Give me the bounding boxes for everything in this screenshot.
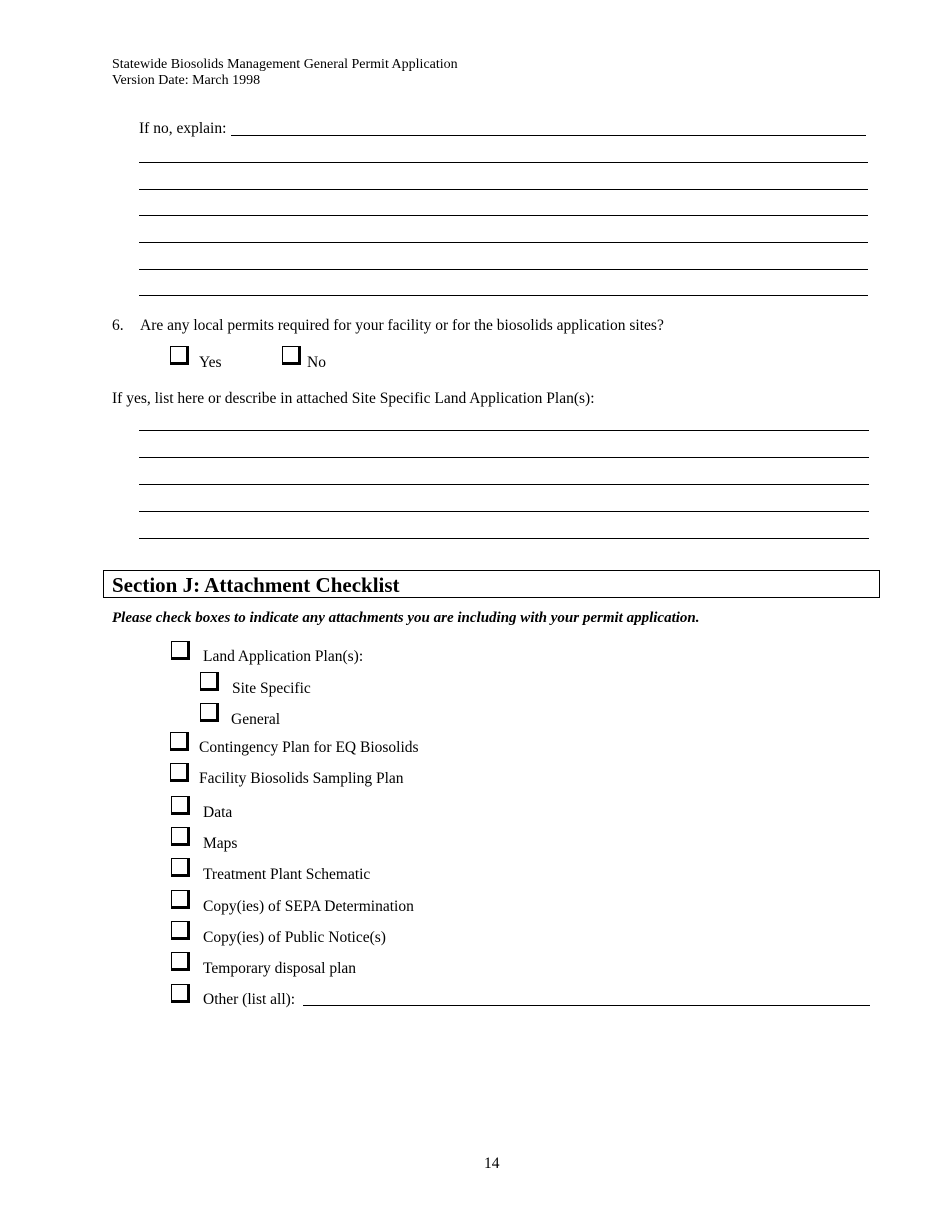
other-label: Other (list all): <box>203 991 296 1008</box>
permits-followup: If yes, list here or describe in attached Site Specific Land Application Plan(s): <box>112 390 595 407</box>
sepa-checkbox[interactable] <box>171 890 190 909</box>
land-application-checkbox[interactable] <box>171 641 190 660</box>
yes-checkbox[interactable] <box>170 346 189 365</box>
explain-label: If no, explain: <box>139 120 227 137</box>
contingency-checkbox[interactable] <box>170 732 189 751</box>
contingency-label: Contingency Plan for EQ Biosolids <box>199 739 419 756</box>
permits-line-5[interactable] <box>139 538 869 539</box>
data-label: Data <box>203 804 233 821</box>
site-specific-checkbox[interactable] <box>200 672 219 691</box>
explain-line-3[interactable] <box>139 189 868 190</box>
temp-disposal-label: Temporary disposal plan <box>203 960 357 977</box>
section-j-instruction: Please check boxes to indicate any attachments you are including with your permit application. <box>112 610 700 626</box>
other-line[interactable] <box>303 1005 870 1006</box>
general-label: General <box>231 711 281 728</box>
data-checkbox[interactable] <box>171 796 190 815</box>
section-j-header <box>103 570 880 598</box>
temp-disposal-checkbox[interactable] <box>171 952 190 971</box>
schematic-checkbox[interactable] <box>171 858 190 877</box>
schematic-label: Treatment Plant Schematic <box>203 866 371 883</box>
land-application-label: Land Application Plan(s): <box>203 648 364 665</box>
maps-label: Maps <box>203 835 238 852</box>
permits-line-4[interactable] <box>139 511 869 512</box>
other-checkbox[interactable] <box>171 984 190 1003</box>
yes-label: Yes <box>199 354 222 371</box>
sampling-checkbox[interactable] <box>170 763 189 782</box>
sepa-label: Copy(ies) of SEPA Determination <box>203 898 414 915</box>
explain-line-1[interactable] <box>231 135 866 136</box>
explain-line-6[interactable] <box>139 269 868 270</box>
document-title: Statewide Biosolids Management General Permit Application <box>112 57 458 72</box>
permits-line-1[interactable] <box>139 430 869 431</box>
explain-line-2[interactable] <box>139 162 868 163</box>
explain-line-5[interactable] <box>139 242 868 243</box>
explain-line-7[interactable] <box>139 295 868 296</box>
general-checkbox[interactable] <box>200 703 219 722</box>
version-date: Version Date: March 1998 <box>112 73 261 88</box>
permits-line-3[interactable] <box>139 484 869 485</box>
permits-line-2[interactable] <box>139 457 869 458</box>
sampling-label: Facility Biosolids Sampling Plan <box>199 770 404 787</box>
public-notice-label: Copy(ies) of Public Notice(s) <box>203 929 386 946</box>
maps-checkbox[interactable] <box>171 827 190 846</box>
question-text: Are any local permits required for your facility or for the biosolids application sites? <box>140 317 664 334</box>
page-number: 14 <box>484 1155 500 1172</box>
explain-line-4[interactable] <box>139 215 868 216</box>
site-specific-label: Site Specific <box>232 680 311 697</box>
section-j-title: Section J: Attachment Checklist <box>112 573 400 597</box>
question-number: 6. <box>112 317 124 334</box>
public-notice-checkbox[interactable] <box>171 921 190 940</box>
no-checkbox[interactable] <box>282 346 301 365</box>
no-label: No <box>307 354 326 371</box>
